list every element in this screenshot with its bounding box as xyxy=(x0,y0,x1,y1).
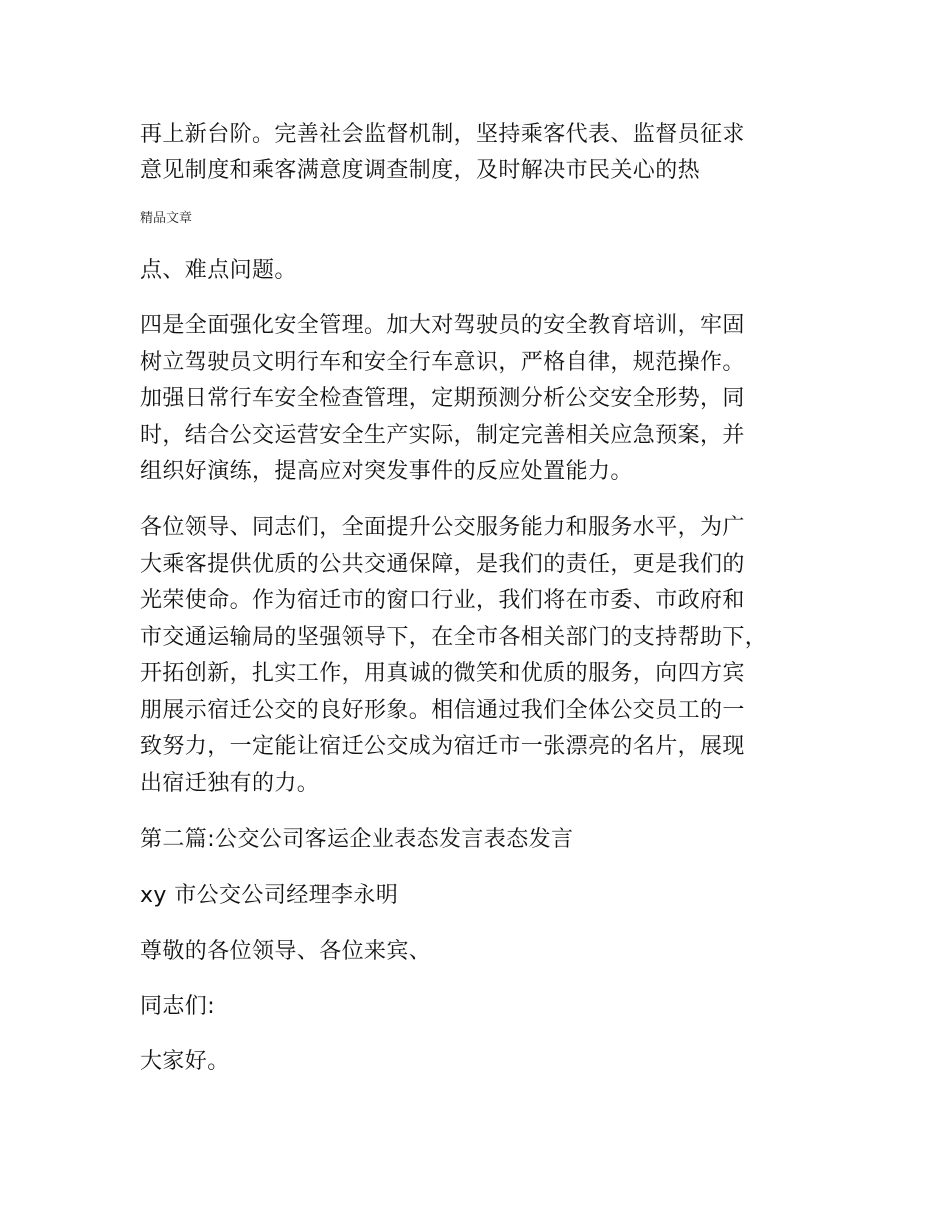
text-line: 大乘客提供优质的公共交通保障，是我们的责任，更是我们的 xyxy=(140,552,745,577)
text-line: 开拓创新，扎实工作，用真诚的微笑和优质的服务，向四方宾 xyxy=(140,661,745,686)
speaker-line: xy 市公交公司经理李永明 xyxy=(140,883,399,908)
greeting-line: 尊敬的各位领导、各位来宾、 xyxy=(140,939,432,964)
text-line: 树立驾驶员文明行车和安全行车意识，严格自律，规范操作。 xyxy=(140,350,745,375)
greeting-line: 大家好。 xyxy=(140,1049,230,1074)
text-line: 市交通运输局的坚强领导下，在全市各相关部门的支持帮助下， xyxy=(140,625,768,650)
text-line: 四是全面强化安全管理。加大对驾驶员的安全教育培训，牢固 xyxy=(140,313,745,338)
text-line: 出宿迁独有的力。 xyxy=(140,771,320,796)
greeting-line: 同志们: xyxy=(140,994,216,1019)
page-watermark-label: 精品文章 xyxy=(140,211,193,226)
text-line: 时，结合公交运营安全生产实际，制定完善相关应急预案，并 xyxy=(140,423,745,448)
text-line: 光荣使命。作为宿迁市的窗口行业，我们将在市委、市政府和 xyxy=(140,588,745,613)
text-line: 意见制度和乘客满意度调查制度，及时解决市民关心的热 xyxy=(140,158,701,183)
text-line: 朋展示宿迁公交的良好形象。相信通过我们全体公交员工的一 xyxy=(140,698,745,723)
section-heading: 第二篇:公交公司客运企业表态发言表态发言 xyxy=(140,827,574,852)
text-line: 加强日常行车安全检查管理，定期预测分析公交安全形势，同 xyxy=(140,386,745,411)
text-line: 组织好演练，提高应对突发事件的反应处置能力。 xyxy=(140,459,633,484)
text-line: 各位领导、同志们，全面提升公交服务能力和服务水平，为广 xyxy=(140,515,745,540)
text-line: 再上新台阶。完善社会监督机制，坚持乘客代表、监督员征求 xyxy=(140,122,745,147)
text-line: 致努力，一定能让宿迁公交成为宿迁市一张漂亮的名片，展现 xyxy=(140,734,745,759)
text-line: 点、难点问题。 xyxy=(140,258,297,283)
